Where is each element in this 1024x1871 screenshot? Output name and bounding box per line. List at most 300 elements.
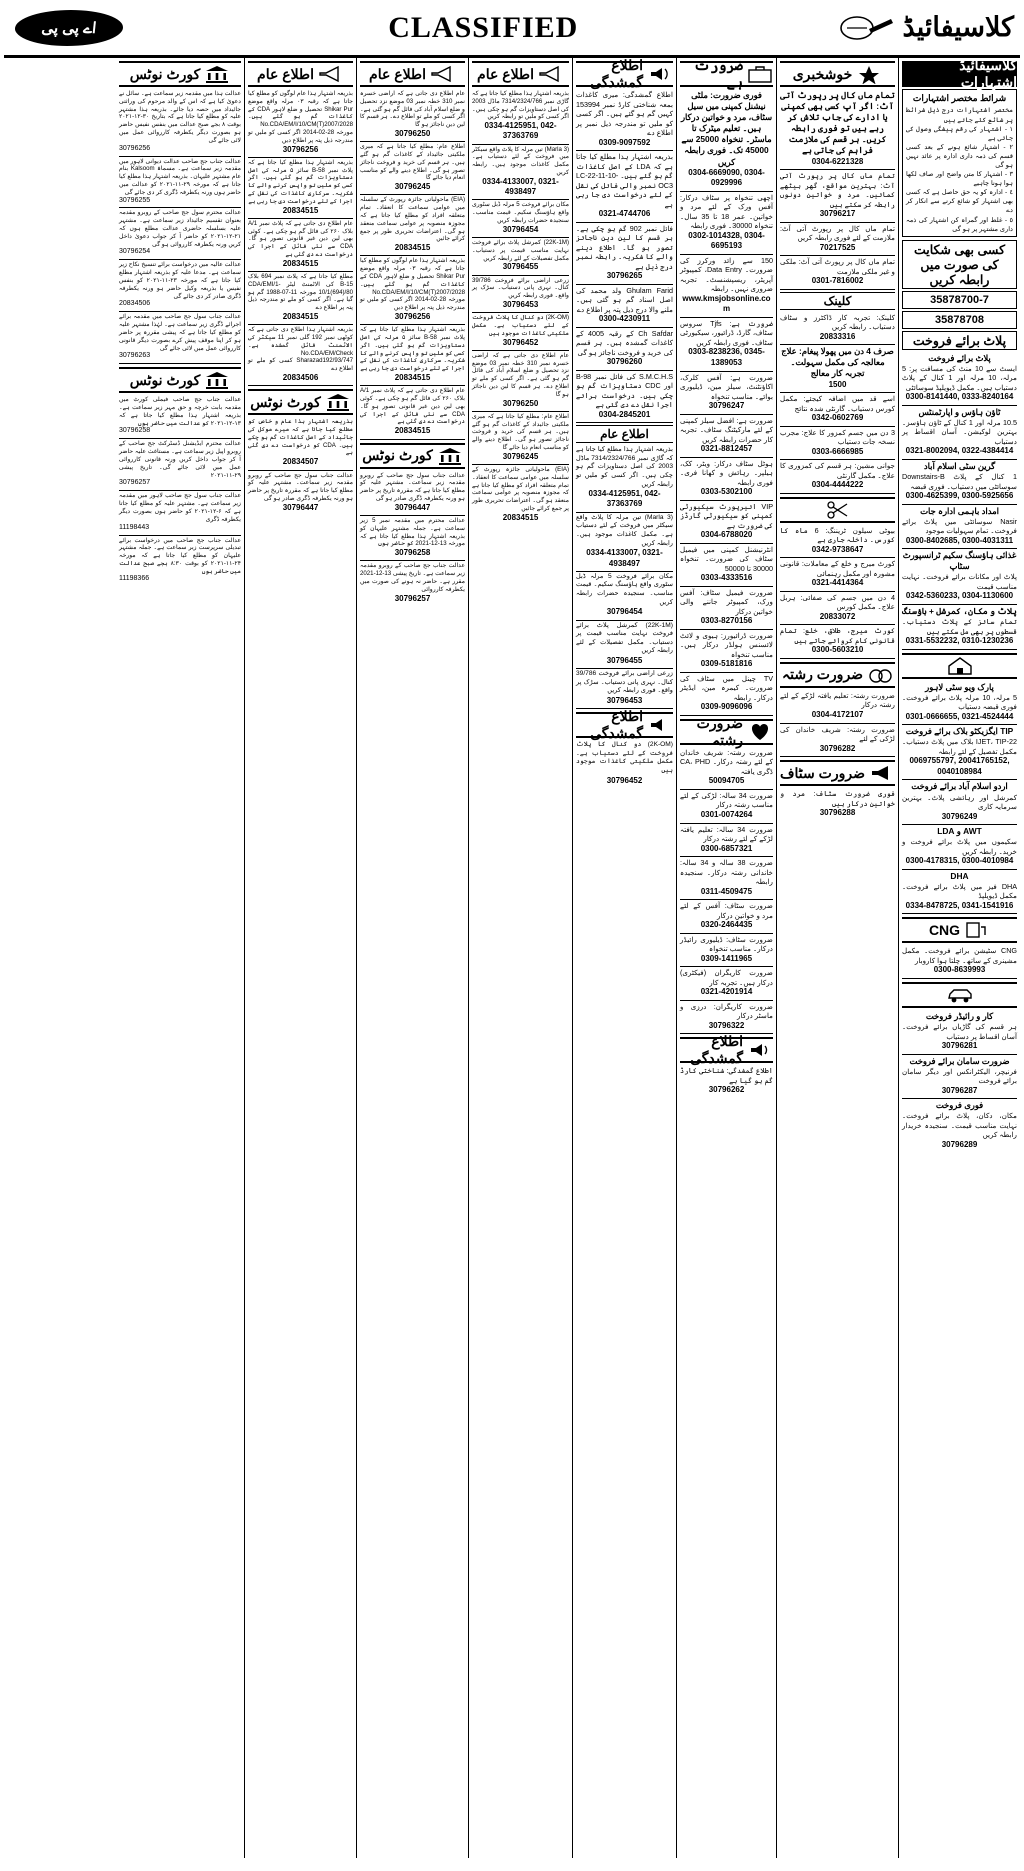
ad-item[interactable] bbox=[680, 192, 773, 255]
ad-body: VIP ائیرپورٹ سیکیورٹی کمپنی کو سیکیورٹی گارڈز کی ضرورت ہے bbox=[680, 501, 773, 530]
section-head-beauty bbox=[780, 497, 895, 523]
ad-item[interactable] bbox=[680, 673, 773, 716]
ad-item[interactable] bbox=[680, 857, 773, 900]
ad-phone[interactable]: 30796322 bbox=[708, 1020, 745, 1030]
ad-phone[interactable]: 0334-4133007, 0321-4938497 bbox=[482, 176, 559, 197]
ad-item[interactable] bbox=[680, 790, 773, 824]
section-title: اطلاع گمشدگی bbox=[690, 1033, 743, 1067]
ad-phone[interactable]: 30796453 bbox=[606, 695, 643, 705]
ad-phone[interactable]: 30796247 bbox=[708, 401, 745, 411]
section-title: ضرورت رشتہ bbox=[696, 714, 743, 748]
ad-item[interactable] bbox=[360, 256, 465, 325]
subsection-plots-sale: پلاٹ برائے فروخت bbox=[902, 331, 1017, 350]
ad-item[interactable] bbox=[360, 325, 465, 386]
section-head-court-1b bbox=[119, 367, 241, 393]
section-head-classified-ads bbox=[902, 58, 1017, 90]
ad-item[interactable] bbox=[780, 345, 895, 393]
ad-item[interactable] bbox=[248, 158, 353, 219]
ad-phone[interactable]: 0300-8639993 bbox=[933, 965, 986, 975]
loudspeaker-icon bbox=[647, 715, 673, 735]
ad-item[interactable] bbox=[680, 415, 773, 458]
ad-item[interactable] bbox=[360, 471, 465, 516]
ad-phone[interactable]: 0300-4625399, 0300-5925656 bbox=[905, 491, 1014, 501]
ad-phone[interactable]: 20834515 bbox=[282, 205, 319, 215]
ad-item[interactable] bbox=[576, 151, 673, 223]
ad-item[interactable] bbox=[902, 549, 1017, 605]
ad-item[interactable] bbox=[680, 934, 773, 968]
section-head-property bbox=[902, 653, 1017, 679]
ad-item[interactable] bbox=[119, 395, 241, 439]
ad-item[interactable] bbox=[902, 681, 1017, 726]
ad-ref: 30796263 bbox=[119, 352, 151, 360]
ad-phone[interactable]: 20834515 bbox=[394, 243, 431, 253]
ad-item[interactable] bbox=[902, 1010, 1017, 1055]
ad-item[interactable] bbox=[119, 491, 241, 535]
ad-ref: 11198443 bbox=[119, 523, 150, 531]
section-title: اطلاع عام bbox=[369, 65, 426, 82]
ad-item[interactable] bbox=[248, 417, 353, 470]
ad-phone[interactable]: 0321-4414364 bbox=[811, 578, 864, 588]
ad-body: فائل نمبر 902 گم ہو چکی ہے۔ ہر قسم کا لین دین ناجائز تصور ہو گا۔ اطلاع دینے والے کا شکریہ۔ رابطہ نمبر درج ذیل ہے bbox=[576, 223, 673, 271]
ad-item[interactable] bbox=[360, 195, 465, 256]
ad-item[interactable] bbox=[902, 460, 1017, 505]
ad-phone[interactable]: 50094705 bbox=[708, 776, 745, 786]
ad-body: ضرورت فیمیل سٹاف: آفس ورک، کمپیوٹر جاننے والی خواتین درکار bbox=[680, 587, 773, 616]
ad-ref: 30796255 bbox=[119, 196, 151, 204]
car-icon bbox=[947, 985, 973, 1005]
ad-body: ضرورت ہے: Tjfs سروس سٹاف، گارڈ، ڈرائیور، سیکیورٹی سٹاف۔ فوری رابطہ کریں bbox=[680, 318, 774, 347]
courthouse-icon bbox=[325, 392, 351, 412]
ad-phone[interactable]: 0300-8402685, 0300-4031311 bbox=[905, 535, 1014, 545]
classified-title-en: CLASSIFIED bbox=[388, 10, 579, 44]
ad-item[interactable] bbox=[576, 445, 673, 513]
ad-phone[interactable]: 30796447 bbox=[394, 502, 431, 512]
ad-item[interactable] bbox=[576, 572, 673, 621]
ad-phone[interactable]: 0300-8141440, 0333-8240164 bbox=[905, 392, 1014, 402]
ad-item[interactable] bbox=[780, 724, 895, 758]
section-title: ضرورت سٹاف bbox=[780, 764, 865, 781]
ad-item[interactable] bbox=[360, 142, 465, 195]
ad-item[interactable] bbox=[780, 592, 895, 626]
ad-item[interactable] bbox=[248, 325, 353, 386]
ad-phone[interactable]: 0300-6857321 bbox=[700, 843, 753, 853]
ad-item[interactable] bbox=[576, 328, 673, 371]
ad-item[interactable] bbox=[780, 690, 895, 724]
ad-phone[interactable]: 0303-4333516 bbox=[700, 573, 753, 583]
ad-body: جوانی مشین: ہر قسم کی کمزوری کا علاج۔ مکمل گارنٹی bbox=[780, 461, 895, 480]
ad-item[interactable] bbox=[780, 625, 895, 659]
ad-body: TV چینل میں سٹاف کی ضرورت۔ کیمرہ مین، ایڈیٹر درکار۔ رابطہ bbox=[680, 673, 773, 702]
ad-item[interactable] bbox=[680, 1065, 773, 1098]
ad-item[interactable] bbox=[680, 824, 773, 858]
ad-phone[interactable]: 30796245 bbox=[394, 182, 431, 192]
ad-item[interactable] bbox=[119, 208, 241, 260]
ad-phone[interactable]: 30796262 bbox=[708, 1085, 745, 1095]
ad-item[interactable] bbox=[902, 945, 1017, 979]
ad-body: عدالت جناب جج صاحب عدالت دیوانی لاہور میں مقدمہ زیر سماعت ہے۔ مسماۃ Kalsoom بنام عام مشتہر علیہان۔ بذریعہ اشتہار ہذا مطلع کیا جاتا ہے کہ مورخہ ۲۹-۱۱-۲۰۲۱ کو عدالت میں حاضر ہوں ورنہ یکطرفہ ڈگری کر دی جائے گی bbox=[119, 157, 241, 196]
ad-item[interactable] bbox=[576, 513, 673, 572]
ad-body: فرنیچر، الیکٹرانکس اور دیگر سامان برائے فروخت bbox=[902, 1066, 1017, 1086]
ad-item[interactable] bbox=[680, 458, 773, 501]
ad-item[interactable] bbox=[576, 371, 673, 424]
ad-phone[interactable]: 0321-8002094, 0322-4384414 bbox=[905, 446, 1014, 456]
ad-phone[interactable]: 30796455 bbox=[502, 262, 539, 272]
ad-phone[interactable]: 0334-8478725, 0341-1541916 bbox=[905, 900, 1014, 910]
ad-phone[interactable]: 0321-4744706 bbox=[598, 209, 651, 219]
ad-item[interactable] bbox=[680, 255, 773, 318]
column-rates-property bbox=[898, 58, 1020, 1858]
ad-phone[interactable]: 0334-4133007, 0321-4938497 bbox=[586, 548, 663, 568]
ad-body: عام اطلاع دی جاتی ہے کہ پلاٹ نمبر A/1 بلاک ۲۶۰ کی فائل گم ہو چکی ہے۔ کوئی بھی لین دین غیر قانونی تصور ہو گا۔ CDA سے نئی فائل کے اجرا کی درخواست دے دی گئی ہے bbox=[360, 387, 465, 426]
ad-item[interactable] bbox=[680, 89, 773, 192]
ad-item[interactable] bbox=[902, 1055, 1017, 1100]
ad-ref: 30796254 bbox=[119, 248, 151, 256]
ad-phone[interactable]: www.kmsjobsonline.com bbox=[682, 293, 771, 314]
column-court-notice bbox=[116, 58, 244, 1858]
ad-item[interactable] bbox=[780, 393, 895, 427]
ad-item[interactable] bbox=[472, 313, 569, 351]
ad-phone[interactable]: 0301-7816002 bbox=[811, 276, 864, 286]
ad-item[interactable] bbox=[472, 145, 569, 201]
ad-phone[interactable]: 0304-4444222 bbox=[811, 480, 864, 490]
ad-phone[interactable]: 0303-8270156 bbox=[700, 616, 753, 626]
ad-body: (2K-OM) دو کنال کا پلاٹ فروخت کے لئے دستیاب ہے۔ مکمل ملکیتی کاغذات موجود ہیں bbox=[472, 314, 569, 337]
ad-phone[interactable]: 30796454 bbox=[502, 224, 539, 234]
ad-body: (2K-OM) دو کنال کا پلاٹ فروخت کے لئے دستیاب ہے۔ مکمل ملکیتی کاغذات موجود ہیں bbox=[576, 741, 673, 774]
ad-body: ہوٹل سٹاف درکار: ویٹر، کک، ہیلپر۔ رہائش و کھانا فری۔ فوری رابطہ bbox=[680, 458, 773, 487]
ad-phone[interactable]: 0334-4125951, 042-37363769 bbox=[484, 121, 557, 141]
ad-item[interactable] bbox=[780, 427, 895, 461]
ad-body: 10.5 مرلہ اور 1 کنال کے ٹاؤن ہاؤسز۔ بہترین لوکیشن۔ آسان اقساط پر دستیاب bbox=[902, 417, 1017, 446]
ad-item[interactable] bbox=[680, 501, 773, 544]
ad-title: TIP ایگزیکٹو بلاک برائے فروخت bbox=[905, 726, 1014, 737]
ad-phone[interactable]: 20834507 bbox=[282, 457, 319, 467]
ad-title: گرین سٹی اسلام آباد bbox=[923, 461, 996, 471]
ad-phone[interactable]: 0301-0074264 bbox=[700, 809, 753, 819]
ad-item[interactable] bbox=[472, 465, 569, 525]
ad-phone[interactable]: 20833072 bbox=[819, 611, 856, 621]
section-head-khushkhabri bbox=[780, 61, 895, 87]
ad-item[interactable] bbox=[472, 89, 569, 145]
section-head-court-3 bbox=[360, 443, 465, 469]
ad-item[interactable] bbox=[780, 170, 895, 223]
rates-phone-1[interactable]: 35878700-7 bbox=[902, 291, 1017, 309]
ad-title: DHA bbox=[950, 870, 969, 881]
ad-body: عدالت محترم ایڈیشنل ڈسٹرکٹ جج صاحب کے روبرو اپیل زیر سماعت ہے۔ مستاغث علیہ حاضر آ کر جواب داخل کریں ورنہ قانونی کارروائی عمل میں لائی جائے گی۔ تاریخ پیشی ۲۹-۱۱-۲۰۲۱ bbox=[119, 440, 241, 479]
ad-title: امداد باہمی ادارہ جات bbox=[920, 505, 999, 516]
ad-phone[interactable]: 0331-5532232, 0310-1230236 bbox=[905, 636, 1014, 646]
ad-item[interactable] bbox=[472, 238, 569, 276]
ad-item[interactable] bbox=[780, 256, 895, 290]
ad-item[interactable] bbox=[902, 1099, 1017, 1152]
horn-icon bbox=[318, 64, 344, 84]
ad-item[interactable] bbox=[680, 900, 773, 934]
ad-phone[interactable]: 20834515 bbox=[502, 512, 539, 522]
ad-phone[interactable]: 0342-9738647 bbox=[811, 544, 864, 554]
ad-phone[interactable]: 0309-5181816 bbox=[700, 659, 753, 669]
speaker-icon bbox=[747, 1040, 773, 1060]
ad-body: پلاٹ اور مکانات برائے فروخت۔ نہایت مناسب قیمت bbox=[902, 572, 1017, 591]
ad-phone[interactable]: 0303-5302100 bbox=[700, 487, 753, 497]
ad-ref: 30796257 bbox=[119, 479, 151, 487]
ad-phone[interactable]: 30796257 bbox=[394, 593, 431, 603]
ad-phone[interactable]: 0302-1014328, 0304-6695193 bbox=[688, 230, 765, 251]
ad-phone[interactable]: 20834515 bbox=[394, 373, 431, 383]
ad-body: 3 دن میں جسم کمزور کا علاج: مجرب نسخہ جات دستیاب bbox=[780, 427, 895, 447]
ad-item[interactable] bbox=[119, 536, 241, 587]
column-itla-aam-4 bbox=[468, 58, 572, 1858]
ad-phone[interactable]: 30796256 bbox=[394, 312, 431, 322]
ad-body: ضرورت سٹاف: آفس کے لئے مرد و خواتین درکار bbox=[680, 901, 773, 920]
ad-phone[interactable]: 30796282 bbox=[819, 743, 856, 753]
ad-phone[interactable]: 0342-5360233, 0304-1130600 bbox=[905, 591, 1014, 601]
publisher-logo bbox=[10, 7, 128, 49]
ad-phone[interactable]: 70217525 bbox=[819, 242, 856, 252]
ad-item[interactable] bbox=[680, 967, 773, 1001]
ad-phone[interactable]: 20833316 bbox=[819, 331, 856, 341]
ad-phone[interactable]: 0309-9096096 bbox=[700, 702, 753, 712]
ad-phone[interactable]: 30796452 bbox=[502, 337, 539, 347]
ad-title: پلاٹ و مکان، کمرشل + ہاؤسنگ bbox=[902, 606, 1017, 617]
ad-body: بذریعہ اشتہار ہذا عام لوگوں کو مطلع کیا جاتا ہے کہ رقبہ ۰۳ مرلہ واقع موضع Shikar Pur تحصیل و ضلع لاہور CDA کے کاغذات گم ہو گئے ہیں۔ No.CDA/EM/I/10/CM(T)2007/2028 مورخہ 28-02-2014 اگر کسی کو ملیں تو مندرجہ ذیل پتہ پر اطلاع دیں bbox=[360, 257, 465, 312]
ad-body: ہر قسم کی گاڑیاں برائے فروخت۔ آسان اقساط پر دستیاب bbox=[902, 1022, 1017, 1041]
courthouse-icon bbox=[204, 370, 230, 390]
ad-item[interactable] bbox=[248, 272, 353, 325]
ad-item[interactable] bbox=[119, 260, 241, 312]
ad-phone[interactable]: 30796289 bbox=[941, 1139, 978, 1149]
ad-phone[interactable]: 30796454 bbox=[606, 607, 643, 617]
rates-box bbox=[902, 89, 1017, 237]
ad-body: سکیموں میں پلاٹ برائے فروخت و خرید۔ رابطہ کریں bbox=[902, 837, 1017, 856]
ad-phone[interactable]: 30796288 bbox=[819, 808, 856, 818]
section-head-vehicles bbox=[902, 982, 1017, 1008]
ad-item[interactable] bbox=[248, 89, 353, 158]
ad-item[interactable] bbox=[248, 219, 353, 272]
ad-phone[interactable]: 30796249 bbox=[941, 811, 978, 821]
ad-phone[interactable]: 0309-9097592 bbox=[598, 137, 651, 147]
ad-item[interactable] bbox=[360, 386, 465, 439]
section-head-rishta bbox=[680, 714, 773, 748]
section-head-gumshudgi-3 bbox=[576, 708, 673, 742]
ad-title: ٹاؤن ہاؤس و اپارٹمنٹس bbox=[918, 406, 1001, 417]
ad-phone[interactable]: 0069755797, 20041765152, 0040108984 bbox=[909, 756, 1010, 776]
rates-phone-2[interactable]: 35878708 bbox=[902, 311, 1017, 329]
ad-phone[interactable]: 20834506 bbox=[282, 373, 319, 383]
ad-body: (3 Marla) تین مرلہ کا پلاٹ واقع سیکٹر میں فروخت کے لئے دستیاب ہے۔ مکمل کاغذات موجود ہیں۔ رابطہ کریں bbox=[472, 145, 570, 177]
ad-phone[interactable]: 30796217 bbox=[819, 209, 856, 219]
ad-body: کورٹ میرج، طلاق، خلع: تمام قانونی کام کروائے جاتے ہیں bbox=[780, 626, 895, 645]
rates-line-2: ٢ - اشتہار شائع ہونے کے بعد کسی قسم کی ذمہ داری ادارہ پر عائد نہیں ہو گی bbox=[906, 143, 1013, 169]
ad-title: پارک ویو سٹی لاہور bbox=[925, 681, 994, 692]
ad-phone[interactable]: 0300-4230911 bbox=[598, 314, 651, 324]
horn-icon bbox=[430, 64, 456, 84]
ad-phone[interactable]: 0304-6221328 bbox=[811, 156, 864, 166]
section-head-staff bbox=[780, 760, 895, 786]
section-title: کلاسیفائیڈ اشتہارات bbox=[959, 58, 1017, 90]
ad-body: عدالت ہذا میں مقدمہ زیر سماعت ہے۔ سائل نے دعویٰ کیا ہے کہ اس کے والد مرحوم کی وراثتی جائیداد میں حصہ دیا جائے۔ بذریعہ ہذا مشتہر علیہ کو مطلع کیا جاتا ہے کہ بتاریخ ۳۰-۱۲-۲۰۲۱ بوقت ۸ بجے صبح عدالت میں بنفس نفیس حاضر ہو بصورت دیگر یکطرفہ کارروائی عمل میں لائی جائے گی bbox=[119, 90, 241, 144]
ad-item[interactable] bbox=[472, 351, 569, 412]
ad-body: تمام ماں کال پر رپورٹ آتی آٹ: بہترین مواقع، گھر بیٹھے کمائیں۔ مرد و خواتین دونوں رابطہ کر سکتے ہیں bbox=[780, 171, 895, 209]
section-head-court-1 bbox=[119, 61, 241, 87]
section-title: کورٹ نوٹس bbox=[129, 371, 201, 388]
ad-title: اردو اسلام آباد برائے فروخت bbox=[911, 781, 1008, 792]
pen-icon bbox=[839, 11, 895, 45]
ad-phone[interactable]: 30796256 bbox=[282, 144, 319, 154]
ad-item[interactable] bbox=[576, 621, 673, 670]
ad-item[interactable] bbox=[119, 157, 241, 209]
briefcase-icon bbox=[747, 64, 773, 84]
ad-phone[interactable]: 20834515 bbox=[394, 426, 431, 436]
ad-item[interactable] bbox=[119, 312, 241, 364]
logo-text: اے پی پی bbox=[13, 10, 125, 46]
ad-item[interactable] bbox=[902, 870, 1017, 915]
ad-item[interactable] bbox=[360, 516, 465, 561]
ad-body: عام اطلاع دی جاتی ہے کہ پلاٹ نمبر A/1 بلاک ۲۶۰ کی فائل گم ہو چکی ہے۔ کوئی بھی لین دین غیر قانونی تصور ہو گا۔ CDA سے نئی فائل کے اجرا کی درخواست دے دی گئی ہے bbox=[248, 219, 353, 259]
ad-item[interactable] bbox=[680, 630, 773, 673]
ad-phone[interactable]: 30796250 bbox=[502, 398, 539, 408]
ad-item[interactable] bbox=[472, 276, 569, 314]
ad-body: عدالت جناب جج صاحب کے روبرو مقدمہ زیر سماعت ہے۔ تاریخ پیشی 13-12-2021 مقرر ہے۔ حاضر نہ ہونے کی صورت میں یکطرفہ کارروائی bbox=[360, 562, 465, 593]
scissors-icon bbox=[825, 500, 851, 520]
ad-body: بیوٹی سیلون ٹریننگ: 6 ماہ کا کورس۔ داخلہ جاری ہے bbox=[780, 525, 895, 545]
ad-item[interactable] bbox=[780, 558, 895, 592]
ad-body: DHA فیز میں پلاٹ برائے فروخت۔ مکمل ڈیویلپڈ bbox=[902, 881, 1017, 901]
ad-phone[interactable]: 30796281 bbox=[941, 1041, 978, 1051]
ad-item[interactable] bbox=[780, 460, 895, 494]
ad-phone[interactable]: 0300-4178315, 0300-4010984 bbox=[905, 856, 1014, 866]
ad-phone[interactable]: 0320-2464435 bbox=[700, 920, 753, 930]
ad-item[interactable] bbox=[360, 89, 465, 142]
ad-phone[interactable]: 0304-4172107 bbox=[811, 709, 864, 719]
ad-phone[interactable]: 0300-5603210 bbox=[811, 645, 864, 655]
ad-body: (3 Marla) تین مرلہ کا پلاٹ واقع سیکٹر میں فروخت کے لئے دستیاب ہے۔ مکمل کاغذات موجود ہیں۔ رابطہ کریں bbox=[576, 513, 673, 547]
ad-item[interactable] bbox=[902, 406, 1017, 460]
ad-phone[interactable]: 30796287 bbox=[941, 1085, 978, 1095]
ad-item[interactable] bbox=[680, 544, 773, 587]
ad-phone[interactable]: 30796258 bbox=[394, 548, 431, 558]
ad-item[interactable] bbox=[902, 725, 1017, 780]
ad-body: عدالت عالیہ میں درخواست برائے تنسیخ نکاح زیر سماعت ہے۔ مدعا علیہ کو بذریعہ اشتہار مطلع کیا جاتا ہے کہ مورخہ ۲۳-۱۱-۲۰۲۱ کو بنفس نفیس یا بذریعہ وکیل حاضر ہو ورنہ یکطرفہ ڈگری صادر کر دی جائے گی bbox=[119, 261, 242, 300]
ad-phone[interactable]: 0309-1411965 bbox=[700, 953, 753, 963]
ad-phone[interactable]: 30796265 bbox=[606, 271, 643, 281]
ad-item[interactable] bbox=[680, 318, 773, 372]
masthead-title bbox=[128, 11, 839, 45]
ad-body: عدالت جناب سول جج صاحب کے روبرو مقدمہ زیر سماعت۔ مشتہر علیہ کو مطلع کیا جاتا ہے کہ مقررہ تاریخ پر حاضر ہو ورنہ یکطرفہ ڈگری صادر ہو گی bbox=[360, 471, 465, 502]
ad-item[interactable] bbox=[780, 89, 895, 170]
ad-phone[interactable]: 30796452 bbox=[606, 775, 643, 785]
ad-item[interactable] bbox=[902, 780, 1017, 825]
ad-item[interactable] bbox=[780, 312, 895, 346]
ad-body: عدالت جناب جج صاحب فیملی کورٹ میں مقدمہ بابت خرچہ و حق مہر زیر سماعت ہے۔ بذریعہ اشتہار ہذا مطلع کیا جاتا ہے کہ ۱۳-۱۲-۲۰۲۱ کو عدالت میں حاضر ہوں bbox=[119, 396, 241, 427]
ad-phone[interactable]: 30796260 bbox=[606, 357, 643, 367]
ad-body: زرعی اراضی برائے فروخت 39/786 کنال۔ نہری پانی دستیاب۔ سڑک پر واقع۔ فوری رابطہ کریں bbox=[576, 670, 673, 695]
ad-item[interactable] bbox=[248, 471, 353, 515]
ad-body: S.M.C.H.S کی فائل نمبر B-98 اور CDC دستاویزات گم ہو چکی ہیں۔ درخواست برائے اجرا نقل دے دی گئی ہے bbox=[576, 371, 674, 410]
ad-body: عام اطلاع دی جاتی ہے کہ اراضی خسرہ نمبر 310 خطہ نمبر 03 موضع نزد تحصیل و ضلع اسلام آباد کی فائل گم ہو گئی ہے۔ اگر کسی کو ملے تو اطلاع دے۔ ہر قسم کا لین دین ناجائز ہو گا bbox=[472, 351, 569, 398]
ad-ref: 11198366 bbox=[119, 575, 150, 583]
ad-body: عام اطلاع دی جاتی ہے کہ اراضی خسرہ نمبر 310 خطہ نمبر 03 موضع نزد تحصیل و ضلع اسلام آباد کی فائل گم ہو گئی ہے۔ اگر کسی کو ملے تو اطلاع دے۔ ہر قسم کا لین دین ناجائز ہو گا bbox=[360, 90, 465, 129]
ad-phone[interactable]: 0303-8238236, 0345-1389053 bbox=[688, 347, 765, 367]
ad-body: زرعی اراضی برائے فروخت 39/786 کنال۔ نہری پانی دستیاب۔ سڑک پر واقع۔ فوری رابطہ کریں bbox=[472, 276, 569, 300]
ad-phone[interactable]: 0304-2845201 bbox=[598, 409, 651, 419]
ad-phone[interactable]: 0303-6666985 bbox=[811, 446, 864, 456]
ad-phone[interactable]: 0334-4125951, 042-37363769 bbox=[588, 489, 661, 509]
section-title: اطلاع گمشدگی bbox=[590, 58, 643, 90]
ad-phone[interactable]: 0321-8812457 bbox=[700, 444, 753, 454]
ad-item[interactable] bbox=[902, 825, 1017, 870]
ad-body: ضرورت کاریگران: درزی و ماسٹر درکار bbox=[680, 1001, 773, 1021]
ad-body: 1 کنال کے پلاٹ Downstairs-B سوسائٹی میں دستیاب۔ فوری قبضہ bbox=[902, 472, 1017, 491]
ad-item[interactable] bbox=[680, 372, 773, 415]
ad-phone[interactable]: 30796455 bbox=[606, 655, 643, 665]
ad-phone[interactable]: 1500 bbox=[828, 379, 847, 389]
ad-item[interactable] bbox=[576, 669, 673, 709]
ad-body: CNG سٹیشن برائے فروخت۔ مکمل مشینری کے ساتھ۔ چلتا ہوا کاروبار bbox=[902, 946, 1017, 965]
ad-item[interactable] bbox=[119, 439, 241, 491]
ad-phone[interactable]: 0311-4509475 bbox=[700, 886, 753, 896]
ad-body: Ch Safdar کے رقبہ 4005 کے کاغذات گمشدہ ہیں۔ ہر قسم کی خرید و فروخت ناجائز ہو گی bbox=[576, 328, 673, 357]
ad-item[interactable] bbox=[902, 352, 1017, 406]
ad-item[interactable] bbox=[902, 505, 1017, 550]
ad-body: (EIA) ماحولیاتی جائزہ رپورٹ کے سلسلہ میں عوامی سماعت کا انعقاد۔ تمام متعلقہ افراد کو مطلع کیا جاتا ہے کہ مجوزہ منصوبہ پر عوامی سماعت منعقد ہو گی۔ اعتراضات تحریری طور پر جمع کرائے جائیں bbox=[360, 196, 465, 243]
ad-phone[interactable]: 0304-6669090, 0304-0929996 bbox=[688, 167, 765, 188]
section-head-court-2 bbox=[248, 389, 353, 415]
ad-title: AWT و LDA bbox=[937, 826, 982, 837]
ad-item[interactable] bbox=[576, 740, 673, 788]
ad-body: 150 سے زائد ورکرز کی ضرورت۔ Data Entry، کمپیوٹر آپریٹر، ریسپشنسٹ۔ تجربہ ضروری نہیں۔ رابطہ bbox=[680, 255, 773, 294]
ad-item[interactable] bbox=[680, 587, 773, 630]
ad-title: غذائی ہاؤسنگ سکیم ٹرانسپورٹ سٹاپ bbox=[902, 550, 1017, 572]
ad-phone[interactable]: 0342-0602769 bbox=[811, 413, 864, 423]
ad-item[interactable] bbox=[680, 747, 773, 790]
section-title: کورٹ نوٹس bbox=[362, 447, 433, 463]
ad-phone[interactable]: 0304-6788020 bbox=[700, 530, 753, 540]
ad-item[interactable] bbox=[576, 89, 673, 151]
ad-body: 5 مرلہ، 10 مرلہ پلاٹ برائے فروخت۔ فوری قبضہ دستیاب bbox=[902, 692, 1017, 712]
ad-phone[interactable]: 20834515 bbox=[282, 312, 319, 322]
ad-body: 4 دن میں جسم کی صفائی: ہربل علاج۔ مکمل کورس bbox=[780, 592, 895, 612]
ad-body: مطلع کیا جاتا ہے کہ پلاٹ نمبر 694 بلاک B-15 کی الاٹمنٹ لیٹر CDA/EMI/1-10/1(694)/80 مورخہ 11-07-1988 گم ہو گیا ہے۔ اگر کسی کو ملے تو مندرجہ ذیل پتہ پر اطلاع دے bbox=[248, 273, 354, 312]
ad-item[interactable] bbox=[680, 1001, 773, 1035]
ad-item[interactable] bbox=[360, 561, 465, 605]
ad-body: اطلاع گمشدگی: شناختی کارڈ گم ہو گیا ہے bbox=[680, 1066, 773, 1085]
ad-phone[interactable]: 20834515 bbox=[282, 258, 319, 268]
ad-phone[interactable]: 0301-0666655, 0321-4524444 bbox=[905, 711, 1014, 721]
section-head-zaroorat bbox=[680, 58, 773, 90]
ad-item[interactable] bbox=[576, 223, 673, 285]
ad-item[interactable] bbox=[119, 89, 241, 157]
ad-body: عدالت جناب جج صاحب میں درخواست برائے تبدیلی سرپرست زیر سماعت ہے۔ جملہ مشتہر علیہان کو مطلع کیا جاتا ہے کہ مورخہ ۲۴-۱۱-۲۰۲۱ کو بوقت ۸:۳۰ بجے صبح عدالت میں حاضر ہوں bbox=[119, 536, 241, 575]
ad-item[interactable] bbox=[472, 412, 569, 465]
ad-body: تمام سائز کے پلاٹ دستیاب۔ قسطوں پر بھی مل سکتے ہیں bbox=[902, 617, 1017, 636]
ad-item[interactable] bbox=[576, 285, 673, 328]
ad-item[interactable] bbox=[780, 525, 895, 559]
ad-item[interactable] bbox=[902, 605, 1017, 650]
ad-phone[interactable]: 30796245 bbox=[502, 451, 539, 461]
ad-phone[interactable]: 0321-4201914 bbox=[700, 987, 753, 997]
ad-item[interactable] bbox=[472, 200, 569, 238]
ad-ref: 30796256 bbox=[119, 144, 151, 152]
ad-body: عدالت جناب سول جج صاحب کے روبرو مقدمہ زیر سماعت۔ مشتہر علیہ کو مطلع کیا جاتا ہے کہ مقررہ تاریخ پر حاضر ہو ورنہ یکطرفہ ڈگری صادر ہو گی bbox=[248, 471, 353, 502]
ad-item[interactable] bbox=[780, 788, 895, 821]
ad-phone[interactable]: 30796447 bbox=[282, 502, 319, 512]
ad-phone[interactable]: 30796250 bbox=[394, 128, 431, 138]
courthouse-icon bbox=[437, 446, 463, 466]
ad-phone[interactable]: 30796453 bbox=[502, 299, 539, 309]
section-title: ضرورت ہے bbox=[693, 58, 743, 90]
ad-item[interactable] bbox=[780, 223, 895, 257]
ad-body: Ghulam Farid ولد محمد کی اصل اسناد گم ہو گئی ہیں۔ ملنے والا درج ذیل پتہ پر اطلاع دے bbox=[576, 285, 673, 314]
